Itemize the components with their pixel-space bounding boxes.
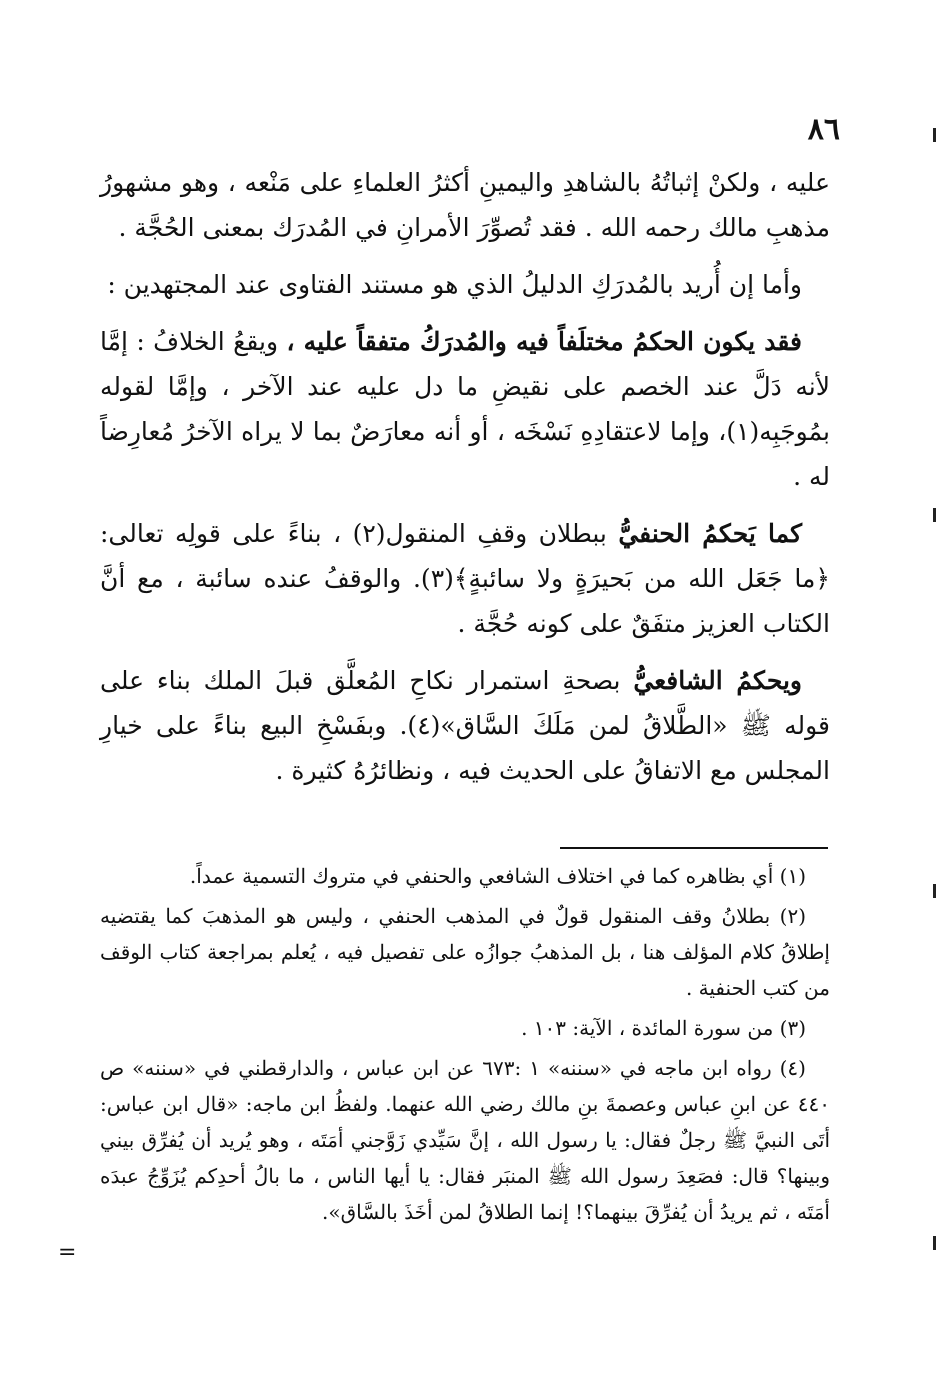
footnote-2: (٢) بطلانُ وقف المنقول قولٌ في المذهب الحنفي ، وليس هو المذهبَ كما يقتضيه إطلاقُ كلام المؤلف هنا ، بل المذهبُ جوازُه على تفصيل فيه ، يُعلم بمراجعة كتاب الوقف من كتب الحنفية . — [100, 904, 830, 1000]
footnote-divider — [560, 847, 828, 849]
page-number: ٨٦ — [807, 112, 840, 147]
paragraph-5-text: بصحةِ استمرار نكاحِ المُعلَّق قبلَ الملك بناء على قوله ﷺ «الطَّلاقُ لمن مَلَكَ السَّاق»(٤). وبفَسْخِ البيع بناءً على خيارِ المجلس مع الاتفاقُ على الحديث فيه ، ونظائرُهُ كثيرة . — [100, 666, 830, 785]
body-text — [100, 160, 830, 805]
paragraph-3 — [100, 319, 830, 499]
paragraph-4-bold: كما يَحكمُ الحنفيُّ — [618, 519, 802, 548]
footnote-4: (٤) رواه ابن ماجه في «سننه» ١ :٦٧٣ عن ابن عباس ، والدارقطني في «سننه» ص ٤٤٠ عن ابنِ عباس وعصمةَ بنِ مالك رضي الله عنهما. ولفظُ ابن ماجه: «قال ابن عباس: أتَى النبيَّ ﷺ رجلٌ فقال: يا رسول الله ، إنَّ سَيِّدي زَوَّجني أمَتَه ، وهو يُريد أن يُفرِّق بيني وبينها؟ قال: فصَعِدَ رسول الله ﷺ المنبَر فقال: يا أيها الناس ، ما بالُ أحدِكم يُزَوِّجُ عبدَه أمَتَه ، ثم يريدُ أن يُفرِّقَ بينهما؟! إنما الطلاقُ لمن أخَذَ بالسَّاق». — [100, 1056, 830, 1224]
footnotes — [100, 858, 830, 1234]
paragraph-3-text: ويقعُ الخلافُ : إمَّا لأنه دَلَّ عند الخصم على نقيضِ ما دل عليه عند الآخر ، وإمَّا لقوله بمُوجَبِه(١)، وإما لاعتقادِهِ نَسْخَه ، أو أنه معارَضٌ بما لا يراه الآخرُ مُعارِضاً له . — [100, 327, 830, 491]
paragraph-5-bold: ويحكمُ الشافعيُّ — [633, 666, 802, 695]
paragraph-2: وأما إن أُريد بالمُدرَكِ الدليلُ الذي هو مستند الفتاوى عند المجتهدين : — [107, 270, 802, 299]
paragraph-1: عليه ، ولكنْ إثباتُهُ بالشاهدِ واليمينِ أكثرُ العلماءِ على مَنْعه ، وهو مشهورُ مذهبِ مالك رحمه الله . فقد تُصوِّرَ الأمرانِ في المُدرَك بمعنى الحُجَّة . — [100, 168, 830, 242]
paragraph-3-bold: فقد يكون الحكمُ مختلَفاً فيه والمُدرَكُ متفقاً عليه ، — [286, 327, 802, 356]
paragraph-4-text: ببطلان وقفِ المنقول(٢) ، بناءً على قولِه تعالى: ﴿ما جَعَل الله من بَحيرَةٍ ولا سائبةٍ﴾(٣). والوقفُ عنده سائبة ، مع أنَّ الكتاب العزيز متفَقٌ على كونه حُجَّة . — [100, 519, 831, 638]
footnote-3: (٣) من سورة المائدة ، الآية: ١٠٣ . — [521, 1016, 806, 1040]
continuation-mark: = — [58, 1240, 77, 1265]
footnote-1: (١) أي بظاهره كما في اختلاف الشافعي والحنفي في متروك التسمية عمداً. — [189, 864, 806, 888]
paragraph-5 — [100, 658, 830, 793]
paragraph-4 — [100, 511, 830, 646]
